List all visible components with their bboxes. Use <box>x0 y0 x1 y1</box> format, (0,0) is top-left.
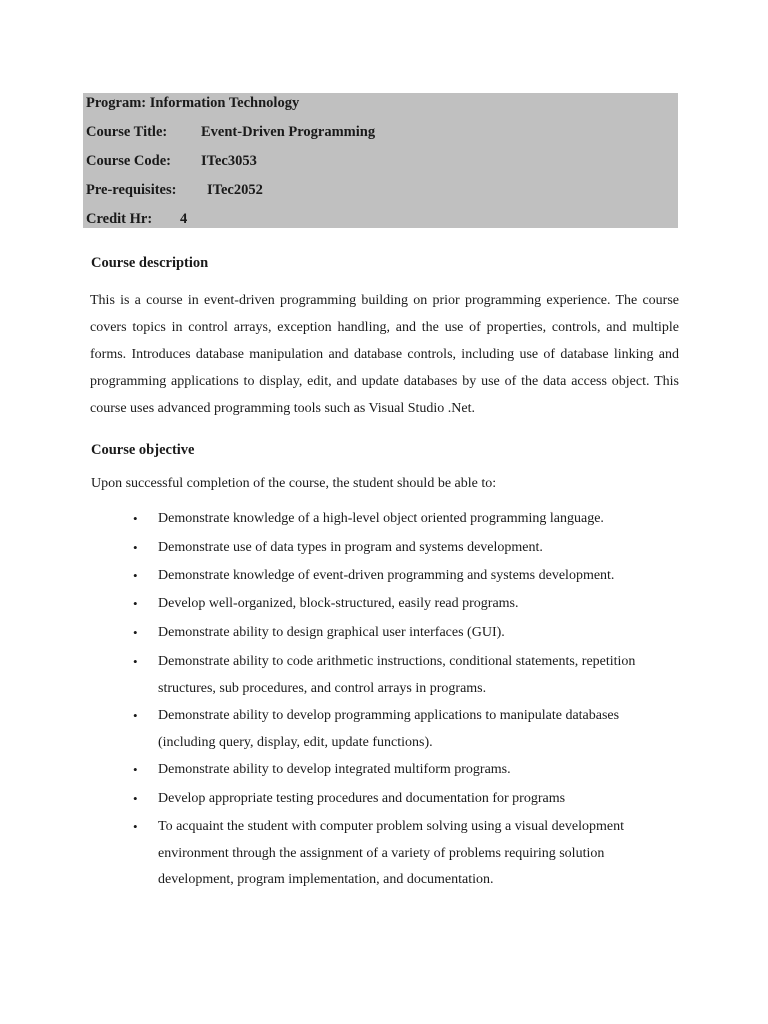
objective-item-text: Demonstrate knowledge of event-driven programming and systems development. <box>158 568 615 583</box>
bullet-icon: • <box>133 819 138 834</box>
bullet-icon: • <box>133 568 138 583</box>
objective-item <box>133 535 678 562</box>
credit-hours-label: Credit Hr: <box>86 211 153 227</box>
objective-item-text: Develop well-organized, block-structured, easily read programs. <box>158 596 519 611</box>
bullet-icon: • <box>133 625 138 640</box>
objective-item <box>133 649 678 702</box>
course-info-box <box>83 93 678 228</box>
course-title-line <box>86 123 375 141</box>
bullet-icon: • <box>133 762 138 777</box>
program-text: Program: Information Technology <box>86 95 300 111</box>
objective-item-text: Develop appropriate testing procedures and documentation for programs <box>158 791 566 806</box>
objective-item-text: Demonstrate ability to develop programming applications to manipulate databases (including query, display, edit, update functions). <box>158 708 620 750</box>
bullet-icon: • <box>133 791 138 806</box>
prerequisites-label: Pre-requisites: <box>86 182 177 198</box>
course-code-value: ITec3053 <box>201 153 257 169</box>
objective-item-text: Demonstrate ability to code arithmetic instructions, conditional statements, repetition structures, sub procedures, and control arrays in programs. <box>158 654 636 696</box>
bullet-icon: • <box>133 654 138 669</box>
prerequisites-value: ITec2052 <box>207 182 263 198</box>
prerequisites-line <box>86 181 263 199</box>
objective-intro: Upon successful completion of the course, the student should be able to: <box>91 476 497 491</box>
course-code-label: Course Code: <box>86 153 171 169</box>
program-line <box>86 94 299 112</box>
course-title-value: Event-Driven Programming <box>201 124 376 140</box>
credit-hours-value: 4 <box>180 211 188 227</box>
objective-item <box>133 786 678 813</box>
course-objective-heading: Course objective <box>91 442 195 458</box>
course-description-heading: Course description <box>91 255 209 271</box>
objective-item-text: Demonstrate use of data types in program and systems development. <box>158 540 543 555</box>
objective-item-text: To acquaint the student with computer problem solving using a visual development environment through the assignment of a variety of problems requiring solution development, program implementation, and documentation. <box>158 819 624 887</box>
objective-item <box>133 506 678 533</box>
bullet-icon: • <box>133 511 138 526</box>
bullet-icon: • <box>133 596 138 611</box>
objective-item-text: Demonstrate ability to design graphical user interfaces (GUI). <box>158 625 505 640</box>
objective-item <box>133 757 678 784</box>
bullet-icon: • <box>133 708 138 723</box>
objective-item <box>133 620 678 647</box>
objective-item-text: Demonstrate ability to develop integrated multiform programs. <box>158 762 511 777</box>
objective-item <box>133 591 678 618</box>
credit-hours-line <box>86 210 187 228</box>
objective-item-text: Demonstrate knowledge of a high-level object oriented programming language. <box>158 511 604 526</box>
objective-item <box>133 703 678 756</box>
course-code-line <box>86 152 257 170</box>
objective-item <box>133 814 678 894</box>
objective-item <box>133 563 678 590</box>
course-title-label: Course Title: <box>86 124 168 140</box>
bullet-icon: • <box>133 540 138 555</box>
course-description-text: This is a course in event-driven programming building on prior programming experience. The course covers topics in control arrays, exception handling, and the use of properties, controls, and multiple forms. Introduces database manipulation and database controls, including use of database linking and programming applications to display, edit, and update databases by use of the data access object. This course uses advanced programming tools such as Visual Studio .Net. <box>90 293 679 416</box>
